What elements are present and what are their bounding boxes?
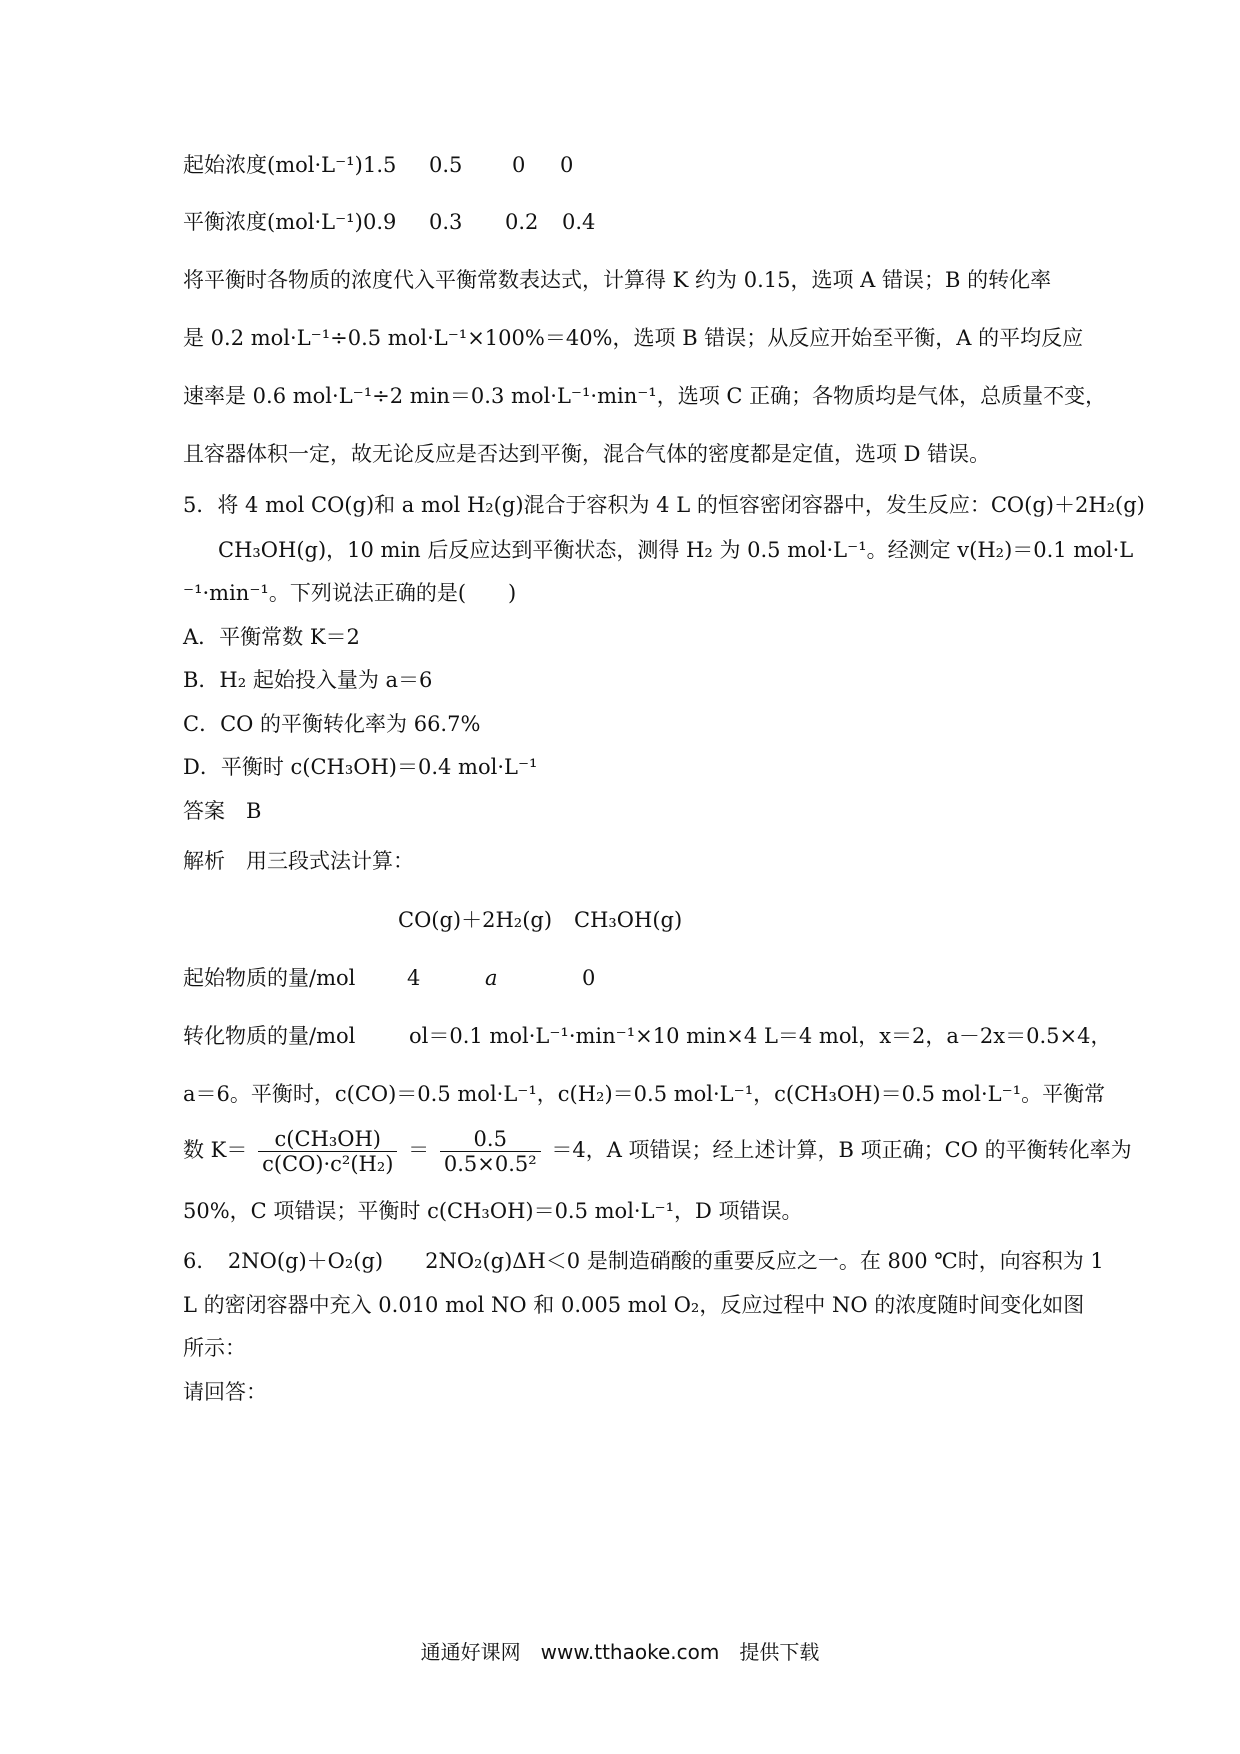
equilibrium-constant-line: [183, 1123, 1132, 1177]
value-cell: 0.9: [363, 210, 397, 234]
value-cell: a: [485, 966, 498, 990]
row-label: 起始物质的量/mol: [183, 966, 356, 990]
option-d: D．平衡时 c(CH₃OH)＝0.4 mol·L⁻¹: [183, 755, 538, 779]
question-5-stem: CH₃OH(g)，10 min 后反应达到平衡状态，测得 H₂ 为 0.5 mol·L⁻¹。经测定 v(H₂)＝0.1 mol·L: [218, 538, 1134, 562]
fraction-numerator: c(CH₃OH): [258, 1127, 397, 1152]
question-6-stem: 6． 2NO(g)＋O₂(g) 2NO₂(g)ΔH＜0 是制造硝酸的重要反应之一。在 800 ℃时，向容积为 1: [183, 1249, 1104, 1273]
question-5-stem: ⁻¹·min⁻¹。下列说法正确的是( ): [183, 581, 517, 605]
reaction-equation: [398, 905, 683, 935]
question-6-stem: 所示：: [183, 1336, 246, 1360]
value-cell: 4: [407, 966, 421, 990]
question-6-stem: L 的密闭容器中充入 0.010 mol NO 和 0.005 mol O₂，反应过程中 NO 的浓度随时间变化如图: [183, 1293, 1085, 1317]
value-cell: 0: [512, 153, 526, 177]
value-cell: 0.2: [505, 210, 539, 234]
row-equilibrium-concentration: [183, 207, 596, 237]
analysis-line: 且容器体积一定，故无论反应是否达到平衡，混合气体的密度都是定值，选项 D 错误。: [183, 442, 991, 466]
k-suffix: ＝4，A 项错误；经上述计算，B 项正确；CO 的平衡转化率为: [551, 1138, 1132, 1162]
question-5-stem: 5．将 4 mol CO(g)和 a mol H₂(g)混合于容积为 4 L 的恒容密闭容器中，发生反应：CO(g)＋2H₂(g): [183, 493, 1145, 517]
fraction-expression: [258, 1127, 397, 1176]
row-label: 转化物质的量/mol: [183, 1024, 356, 1048]
value-cell: 0: [560, 153, 574, 177]
fraction-values: [440, 1127, 541, 1176]
equation-left: CO(g)＋2H₂(g): [398, 908, 553, 932]
analysis-line: a＝6。平衡时，c(CO)＝0.5 mol·L⁻¹，c(H₂)＝0.5 mol·L⁻¹，c(CH₃OH)＝0.5 mol·L⁻¹。平衡常: [183, 1082, 1106, 1106]
row-label: 平衡浓度(mol·L⁻¹): [183, 210, 363, 234]
value-cell: 0.4: [562, 210, 596, 234]
equation-right: CH₃OH(g): [574, 908, 683, 932]
question-6-prompt: 请回答：: [183, 1380, 267, 1404]
value-cell: 0: [582, 966, 596, 990]
value-cell: 0.3: [429, 210, 463, 234]
row-initial-amount: [183, 963, 596, 993]
option-a: A．平衡常数 K＝2: [183, 625, 360, 649]
value-cell: 0.5: [429, 153, 463, 177]
analysis-line: 是 0.2 mol·L⁻¹÷0.5 mol·L⁻¹×100%＝40%，选项 B 错误；从反应开始至平衡，A 的平均反应: [183, 326, 1084, 350]
value-cell: 1.5: [363, 153, 397, 177]
fraction-denominator: 0.5×0.5²: [443, 1152, 537, 1176]
option-b: B．H₂ 起始投入量为 a＝6: [183, 668, 433, 692]
footer-credit: 通通好课网 www.tthaoke.com 提供下载: [420, 1640, 820, 1664]
analysis-title: 解析 用三段式法计算：: [183, 849, 414, 873]
answer: 答案 B: [183, 799, 262, 823]
fraction-numerator: 0.5: [440, 1127, 541, 1152]
analysis-line: 速率是 0.6 mol·L⁻¹÷2 min＝0.3 mol·L⁻¹·min⁻¹，选项 C 正确；各物质均是气体，总质量不变，: [183, 384, 1107, 408]
conversion-text: ol＝0.1 mol·L⁻¹·min⁻¹×10 min×4 L＝4 mol，x＝2，a－2x＝0.5×4，: [409, 1024, 1112, 1048]
equals-sign: ＝: [408, 1138, 430, 1162]
analysis-line: 将平衡时各物质的浓度代入平衡常数表达式，计算得 K 约为 0.15，选项 A 错误；B 的转化率: [183, 268, 1052, 292]
k-prefix: 数 K＝: [183, 1138, 248, 1162]
fraction-denominator: c(CO)·c²(H₂): [262, 1152, 394, 1176]
row-converted-amount: [183, 1021, 1112, 1051]
row-initial-concentration: [183, 150, 574, 180]
analysis-line: 50%，C 项错误；平衡时 c(CH₃OH)＝0.5 mol·L⁻¹，D 项错误。: [183, 1199, 803, 1223]
row-label: 起始浓度(mol·L⁻¹): [183, 153, 363, 177]
option-c: C．CO 的平衡转化率为 66.7%: [183, 712, 481, 736]
